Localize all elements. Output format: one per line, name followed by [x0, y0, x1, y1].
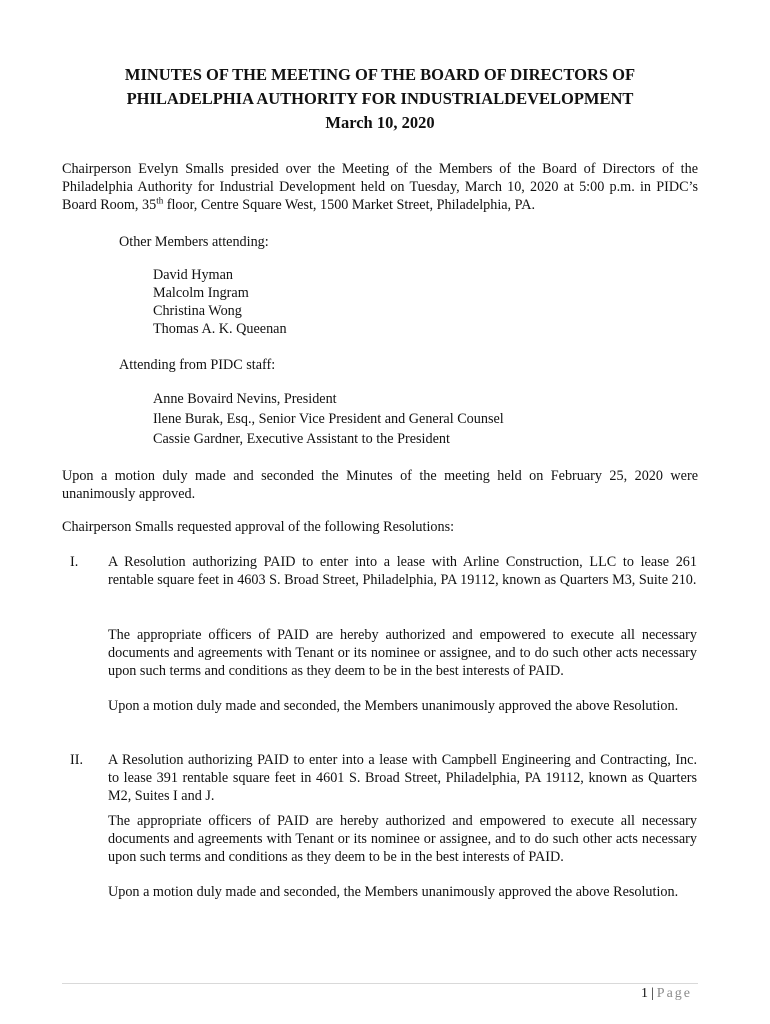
members-list: [153, 266, 287, 338]
footer-divider: [62, 983, 698, 984]
resolutions-intro: Chairperson Smalls requested approval of the following Resolutions:: [62, 519, 455, 535]
staff-list: [153, 390, 504, 450]
page-label: Page: [656, 986, 692, 1001]
staff-name: Cassie Gardner, Executive Assistant to the President: [153, 431, 450, 447]
title-line-1: MINUTES OF THE MEETING OF THE BOARD OF DIRECTORS OF: [124, 65, 636, 84]
member-name: David Hyman: [153, 267, 233, 283]
page-footer: [641, 985, 692, 1003]
member-name: Christina Wong: [153, 303, 242, 319]
footer-separator: |: [650, 986, 654, 1001]
resolution-2-authorization: The appropriate officers of PAID are hereby authorized and empowered to execute all necessary documents and agreements with Tenant or its nominee or assignee, and to do such other acts necessary upon such terms and conditions as they deem to be in the best interests of PAID.: [108, 813, 697, 865]
resolution-2-approval: Upon a motion duly made and seconded, the Members unanimously approved the above Resolution.: [108, 884, 679, 900]
members-label: Other Members attending:: [119, 234, 269, 250]
intro-text-a: Chairperson Evelyn Smalls presided over the Meeting of the Members of the Board of Directors of the Philadelphia Authority for Industrial Development held on Tuesday, March 10, 2020 at 5:00 p.m. in PIDC’s Board Room, 35: [62, 161, 698, 213]
minutes-approval: Upon a motion duly made and seconded the Minutes of the meeting held on February 25, 2020 were unanimously approved.: [62, 468, 698, 502]
title-line-2: PHILADELPHIA AUTHORITY FOR INDUSTRIALDEVELOPMENT: [126, 89, 634, 108]
document-title: [60, 63, 700, 135]
resolution-2-numeral: II.: [70, 752, 83, 768]
resolution-1-authorization: The appropriate officers of PAID are hereby authorized and empowered to execute all necessary documents and agreements with Tenant or its nominee or assignee, and to do such other acts necessary upon such terms and conditions as they deem to be in the best interests of PAID.: [108, 627, 697, 679]
resolution-2-summary: A Resolution authorizing PAID to enter into a lease with Campbell Engineering and Contracting, Inc. to lease 391 rentable square feet in 4601 S. Broad Street, Philadelphia, PA 19112, known as Quarters M2, Suites I and J.: [108, 752, 697, 804]
resolution-1-approval: Upon a motion duly made and seconded, the Members unanimously approved the above Resolution.: [108, 698, 679, 714]
resolution-1-numeral: I.: [70, 554, 79, 570]
meeting-date: March 10, 2020: [325, 113, 435, 132]
intro-paragraph: [62, 160, 698, 214]
page-number: 1: [640, 986, 648, 1001]
member-name: Thomas A. K. Queenan: [153, 321, 287, 337]
staff-name: Anne Bovaird Nevins, President: [153, 391, 337, 407]
intro-superscript: th: [156, 195, 164, 206]
intro-text-b: floor, Centre Square West, 1500 Market Street, Philadelphia, PA.: [163, 197, 536, 213]
staff-name: Ilene Burak, Esq., Senior Vice President and General Counsel: [153, 411, 504, 427]
staff-label: Attending from PIDC staff:: [119, 357, 276, 373]
resolution-1-summary: A Resolution authorizing PAID to enter into a lease with Arline Construction, LLC to lease 261 rentable square feet in 4603 S. Broad Street, Philadelphia, PA 19112, known as Quarters M3, Suite 210.: [108, 554, 697, 588]
member-name: Malcolm Ingram: [153, 285, 249, 301]
